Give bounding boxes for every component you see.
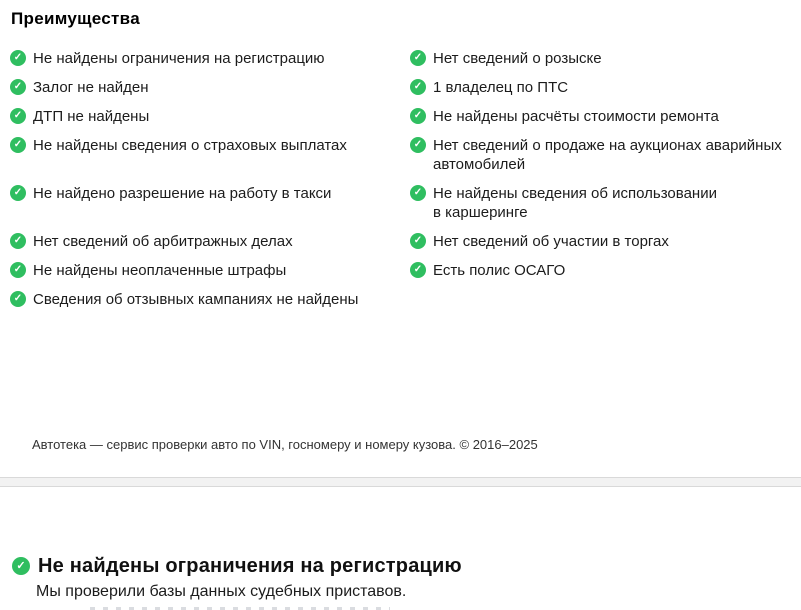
detail-section-description: Мы проверили базы данных судебных приставов.: [36, 583, 407, 600]
advantage-label: Не найдены сведения о страховых выплатах: [33, 137, 347, 154]
check-circle-icon: ✓: [10, 233, 26, 249]
check-circle-icon: ✓: [410, 79, 426, 95]
advantage-label: Не найдены неоплаченные штрафы: [33, 262, 287, 279]
advantage-label: Не найдены сведения об использовании в каршеринге: [433, 185, 717, 221]
advantage-item: [10, 290, 410, 309]
detail-section-header: [12, 555, 462, 578]
advantage-item: [410, 107, 791, 126]
advantage-item: [10, 261, 410, 280]
check-circle-icon: ✓: [10, 291, 26, 307]
check-circle-icon: ✓: [410, 262, 426, 278]
check-circle-icon: ✓: [410, 233, 426, 249]
advantage-label: Сведения об отзывных кампаниях не найдены: [33, 291, 359, 308]
check-circle-icon: ✓: [410, 185, 426, 201]
advantage-item: [410, 261, 791, 280]
check-circle-icon: ✓: [10, 50, 26, 66]
service-copyright-note: Автотека — сервис проверки авто по VIN, госномеру и номеру кузова. © 2016–2025: [32, 437, 538, 452]
advantage-item: [410, 49, 791, 68]
check-circle-icon: ✓: [10, 262, 26, 278]
advantage-label: Не найдены расчёты стоимости ремонта: [433, 108, 719, 125]
advantage-label: Нет сведений об участии в торгах: [433, 233, 669, 250]
check-circle-icon: ✓: [12, 557, 30, 575]
advantage-label: Залог не найден: [33, 79, 149, 96]
advantage-item: [10, 107, 410, 126]
advantage-label: Не найдены ограничения на регистрацию: [33, 50, 325, 67]
detail-section-title: Не найдены ограничения на регистрацию: [38, 555, 462, 577]
advantage-item: [410, 184, 791, 222]
check-circle-icon: ✓: [10, 137, 26, 153]
advantage-item: [410, 136, 791, 174]
advantage-label: ДТП не найдены: [33, 108, 150, 125]
check-circle-icon: ✓: [410, 50, 426, 66]
check-circle-icon: ✓: [10, 79, 26, 95]
advantages-list: [10, 49, 801, 309]
check-circle-icon: ✓: [410, 108, 426, 124]
advantages-section-title: Преимущества: [11, 9, 140, 28]
page-separator: [0, 477, 801, 487]
advantage-item: [10, 184, 410, 203]
check-circle-icon: ✓: [10, 185, 26, 201]
advantage-label: Не найдено разрешение на работу в такси: [33, 185, 332, 202]
check-circle-icon: ✓: [10, 108, 26, 124]
advantage-label: Нет сведений о розыске: [433, 50, 602, 67]
advantage-item: [10, 232, 410, 251]
advantage-label: Нет сведений о продаже на аукционах аварийных автомобилей: [433, 137, 782, 173]
advantage-item: [10, 136, 410, 155]
check-circle-icon: ✓: [410, 137, 426, 153]
advantage-label: Есть полис ОСАГО: [433, 262, 566, 279]
advantage-item: [410, 232, 791, 251]
advantage-label: Нет сведений об арбитражных делах: [33, 233, 293, 250]
report-page: [0, 9, 801, 610]
advantage-item: [410, 78, 791, 97]
advantage-item: [10, 78, 410, 97]
advantage-label: 1 владелец по ПТС: [433, 79, 569, 96]
advantage-item: [10, 49, 410, 68]
